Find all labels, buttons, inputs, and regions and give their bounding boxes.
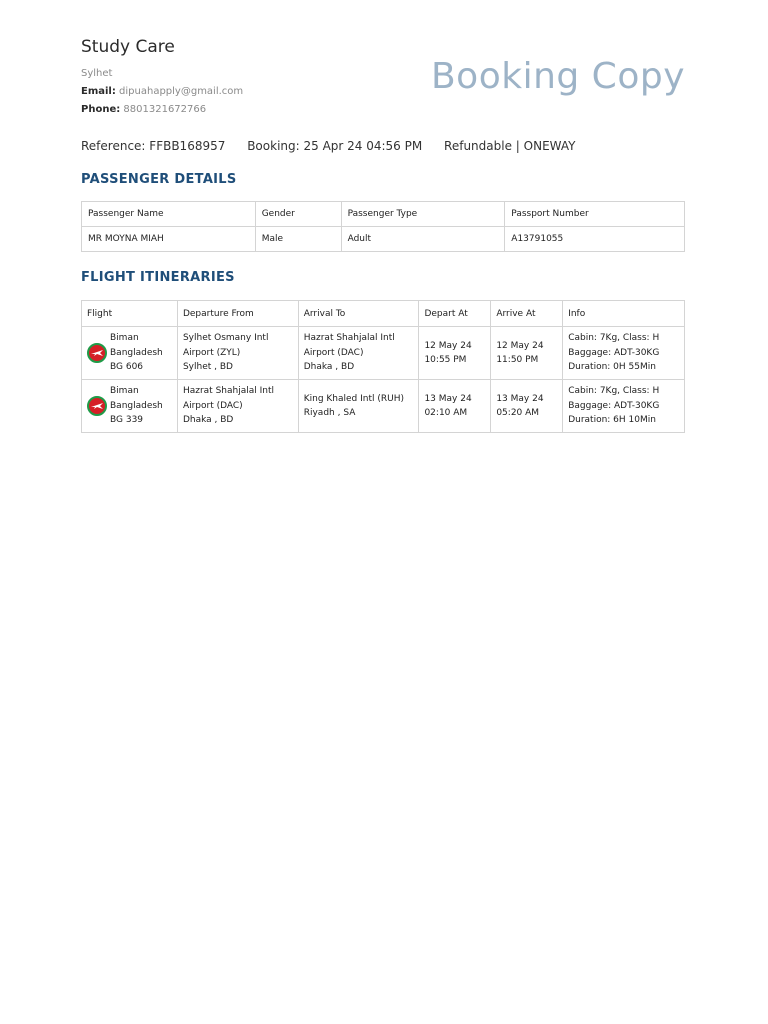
booking-summary — [81, 139, 593, 153]
arrival-cell — [298, 327, 419, 380]
flight-cell — [82, 327, 178, 380]
booking-reference: Reference: FFBB168957 — [81, 139, 226, 153]
arrival-airport: King Khaled Intl (RUH) — [303, 393, 405, 404]
info-cell — [563, 380, 685, 433]
depart-time: 02:10 AM — [424, 408, 468, 418]
duration-info: Duration: 6H 10Min — [568, 415, 656, 426]
departure-airport: Sylhet Osmany Intl — [182, 333, 269, 344]
airline-name: Biman — [110, 386, 139, 397]
table-row — [82, 380, 685, 433]
departure-cell — [177, 380, 298, 433]
duration-info: Duration: 0H 55Min — [568, 362, 656, 373]
depart-at-cell — [419, 327, 491, 380]
arrive-time: 11:50 PM — [496, 355, 539, 365]
departure-code: Airport (DAC) — [182, 400, 243, 411]
flight-number: BG 339 — [110, 415, 144, 426]
arrival-code: Airport (DAC) — [303, 347, 364, 358]
depart-date: 13 May 24 — [424, 393, 472, 404]
arrive-date: 13 May 24 — [496, 393, 544, 404]
arrival-city: Dhaka , BD — [303, 362, 355, 373]
departure-city: Dhaka , BD — [182, 415, 234, 426]
passenger-gender: Male — [255, 227, 341, 252]
agency-email: dipuahapply@gmail.com — [119, 86, 244, 97]
passenger-name: MR MOYNA MIAH — [82, 227, 256, 252]
agency-phone: 8801321672766 — [123, 104, 207, 115]
airline-name: Bangladesh — [110, 400, 163, 411]
phone-label: Phone: — [81, 104, 121, 115]
departure-airport: Hazrat Shahjalal Intl — [182, 386, 274, 397]
baggage-info: Baggage: ADT-30KG — [568, 347, 660, 358]
column-header: Flight — [82, 301, 178, 327]
airline-name: Biman — [110, 333, 139, 344]
column-header: Info — [563, 301, 685, 327]
depart-at-cell — [419, 380, 491, 433]
arrive-at-cell — [491, 380, 563, 433]
passenger-table — [81, 201, 685, 252]
airline-logo-icon — [87, 343, 107, 363]
arrive-time: 05:20 AM — [496, 408, 540, 418]
arrive-at-cell — [491, 327, 563, 380]
depart-time: 10:55 PM — [424, 355, 467, 365]
agency-phone-line — [81, 104, 206, 115]
column-header: Passenger Name — [82, 202, 256, 227]
agency-name: Study Care — [81, 37, 175, 57]
table-row — [82, 227, 685, 252]
column-header: Depart At — [419, 301, 491, 327]
airline-name: Bangladesh — [110, 347, 163, 358]
column-header: Passenger Type — [341, 202, 505, 227]
cabin-info: Cabin: 7Kg, Class: H — [568, 386, 660, 397]
baggage-info: Baggage: ADT-30KG — [568, 400, 660, 411]
flight-table — [81, 300, 685, 433]
departure-city: Sylhet , BD — [182, 362, 233, 373]
agency-city: Sylhet — [81, 68, 113, 79]
flight-table-header — [82, 301, 685, 327]
email-label: Email: — [81, 86, 116, 97]
passenger-section-title: PASSENGER DETAILS — [81, 172, 237, 187]
column-header: Gender — [255, 202, 341, 227]
arrival-airport: Hazrat Shahjalal Intl — [303, 333, 395, 344]
cabin-info: Cabin: 7Kg, Class: H — [568, 333, 660, 344]
depart-date: 12 May 24 — [424, 340, 472, 351]
document-title: Booking Copy — [430, 56, 685, 97]
info-cell — [563, 327, 685, 380]
flight-cell — [82, 380, 178, 433]
flight-number: BG 606 — [110, 362, 144, 373]
column-header: Passport Number — [505, 202, 685, 227]
table-row — [82, 327, 685, 380]
column-header: Departure From — [177, 301, 298, 327]
passport-number: A13791055 — [505, 227, 685, 252]
agency-email-line — [81, 86, 243, 97]
departure-cell — [177, 327, 298, 380]
passenger-table-header — [82, 202, 685, 227]
fare-type: Refundable | ONEWAY — [444, 139, 576, 153]
flight-section-title: FLIGHT ITINERARIES — [81, 270, 235, 285]
arrival-city: Riyadh , SA — [303, 408, 356, 418]
arrive-date: 12 May 24 — [496, 340, 544, 351]
arrival-cell — [298, 380, 419, 433]
booking-date: Booking: 25 Apr 24 04:56 PM — [247, 139, 423, 153]
column-header: Arrive At — [491, 301, 563, 327]
passenger-type: Adult — [341, 227, 505, 252]
column-header: Arrival To — [298, 301, 419, 327]
airline-logo-icon — [87, 396, 107, 416]
departure-code: Airport (ZYL) — [182, 347, 241, 358]
